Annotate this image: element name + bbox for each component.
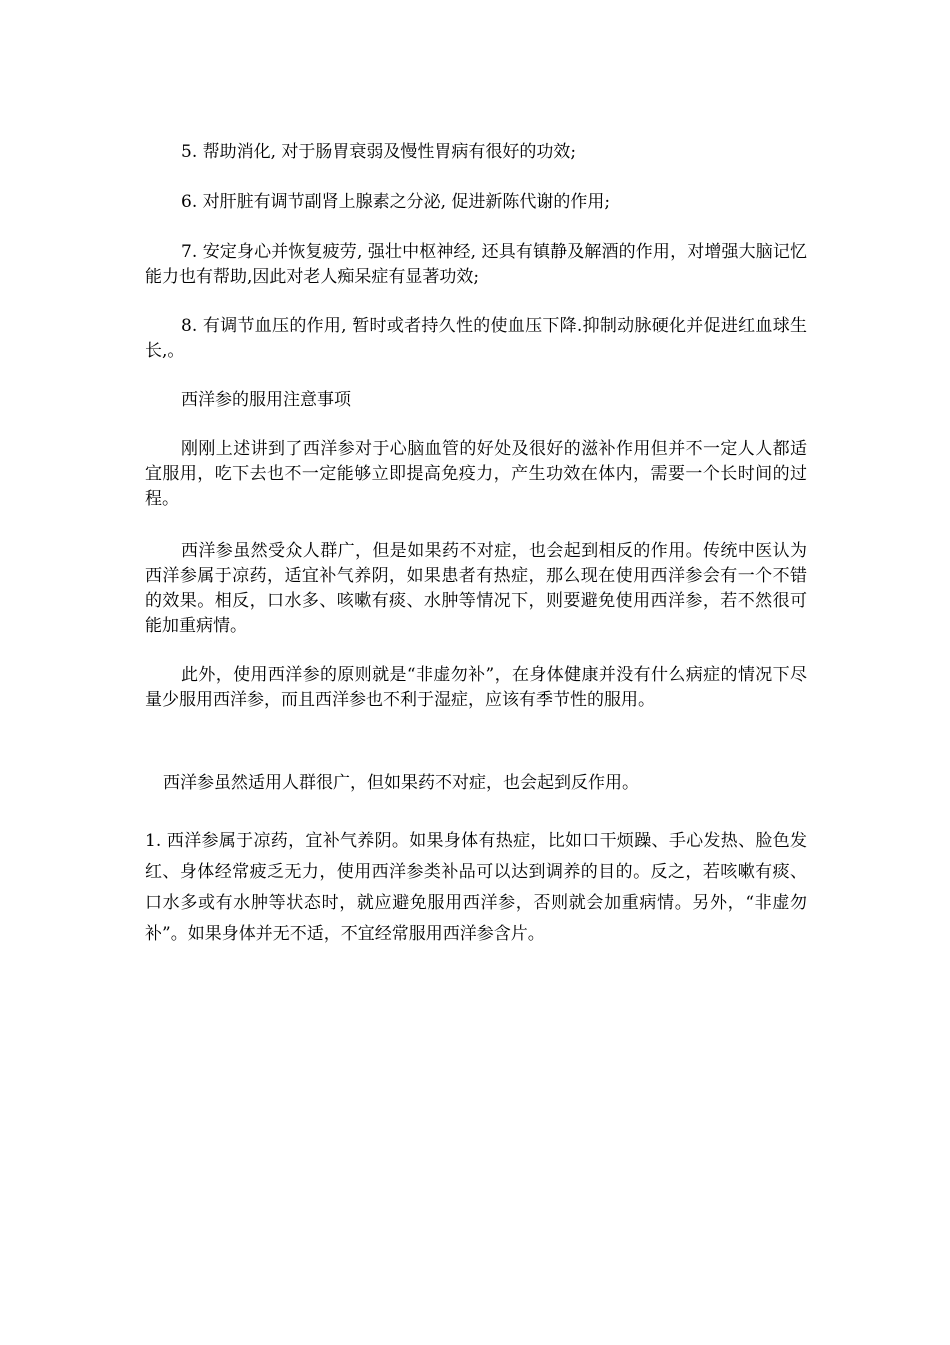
summary-line: 西洋参虽然适用人群很广，但如果药不对症，也会起到反作用。	[163, 773, 639, 793]
benefit-6-paragraph: 6. 对肝脏有调节副肾上腺素之分泌, 促进新陈代谢的作用;	[181, 192, 611, 212]
intro-paragraph: 刚刚上述讲到了西洋参对于心脑血管的好处及很好的滋补作用但并不一定人人都适宜服用，吃下去也不一定能够立即提高免疫力，产生功效在体内，需要一个长时间的过程。	[145, 439, 807, 509]
principle-paragraph: 此外，使用西洋参的原则就是“非虚勿补”，在身体健康并没有什么病症的情况下尽量少服用西洋参，而且西洋参也不利于湿症，应该有季节性的服用。	[145, 665, 807, 710]
benefit-8-paragraph: 8. 有调节血压的作用, 暂时或者持久性的使血压下降.抑制动脉硬化并促进红血球生长,。	[145, 316, 807, 361]
benefit-5-paragraph: 5. 帮助消化, 对于肠胃衰弱及慢性胃病有很好的功效;	[181, 142, 577, 162]
list-item-1: 1. 西洋参属于凉药，宜补气养阴。如果身体有热症，比如口干烦躁、手心发热、脸色发红、身体经常疲乏无力，使用西洋参类补品可以达到调养的目的。反之，若咳嗽有痰、口水多或有水肿等状态时，就应避免服用西洋参，否则就会加重病情。另外，“非虚勿补”。如果身体并无不适，不宜经常服用西洋参含片。	[145, 831, 807, 944]
benefit-7-paragraph: 7. 安定身心并恢复疲劳, 强壮中枢神经, 还具有镇静及解酒的作用，对增强大脑记忆能力也有帮助,因此对老人痴呆症有显著功效;	[145, 242, 807, 287]
caution-paragraph: 西洋参虽然受众人群广，但是如果药不对症，也会起到相反的作用。传统中医认为西洋参属于凉药，适宜补气养阴，如果患者有热症，那么现在使用西洋参会有一个不错的效果。相反，口水多、咳嗽有痰、水肿等情况下，则要避免使用西洋参，若不然很可能加重病情。	[145, 541, 807, 636]
section-heading: 西洋参的服用注意事项	[181, 390, 351, 410]
